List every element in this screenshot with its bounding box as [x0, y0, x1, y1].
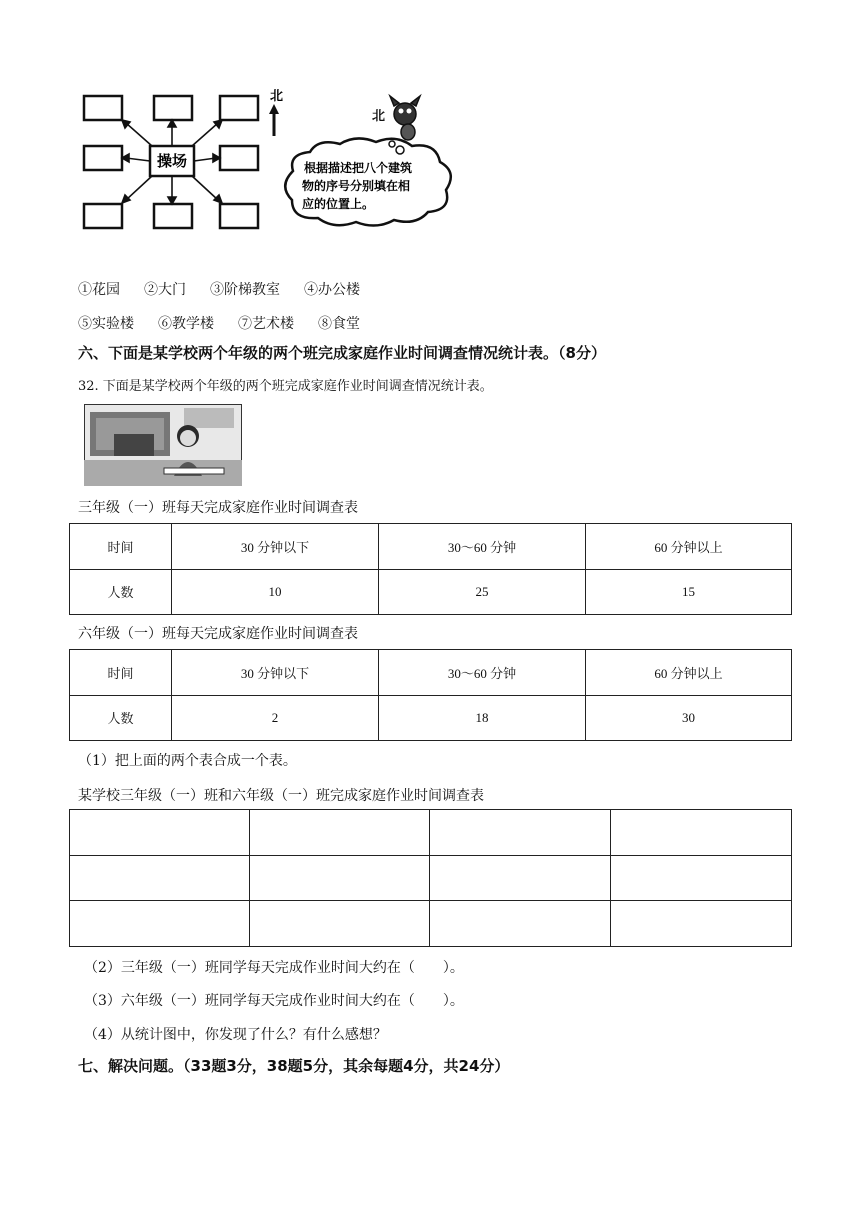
blank-cell[interactable]	[430, 810, 611, 856]
table-cell: 30	[586, 695, 792, 741]
option-item: ③阶梯教室	[210, 282, 280, 298]
building-options-row-1	[78, 279, 384, 299]
blank-cell[interactable]	[611, 810, 792, 856]
empty-box-nw	[84, 96, 122, 120]
empty-box-w	[84, 146, 122, 170]
table-3-caption: 某学校三年级（一）班和六年级（一）班完成家庭作业时间调查表	[78, 788, 484, 804]
combined-table-blank[interactable]	[69, 809, 792, 947]
campus-layout-diagram	[78, 86, 468, 236]
table-1-caption: 三年级（一）班每天完成家庭作业时间调查表	[78, 500, 358, 516]
blank-cell[interactable]	[611, 855, 792, 901]
table-cell: 15	[586, 569, 792, 615]
speech-line-2: 物的序号分别填在相	[302, 179, 411, 193]
question-32: 32. 下面是某学校两个年级的两个班完成家庭作业时间调查情况统计表。	[78, 379, 493, 394]
table-row	[70, 901, 792, 947]
empty-box-ne	[220, 96, 258, 120]
center-label: 操场	[156, 152, 188, 170]
table-cell: 30～60 分钟	[379, 524, 586, 570]
empty-box-e	[220, 146, 258, 170]
blank-cell[interactable]	[250, 855, 430, 901]
table-row	[70, 650, 792, 696]
character-north-label: 北	[372, 109, 386, 124]
table-row	[70, 569, 792, 615]
option-item: ①花园	[78, 282, 120, 298]
empty-box-sw	[84, 204, 122, 228]
empty-box-se	[220, 204, 258, 228]
table-row	[70, 695, 792, 741]
blank-cell[interactable]	[70, 855, 250, 901]
building-options-row-2	[78, 313, 384, 333]
empty-box-n	[154, 96, 192, 120]
table-cell: 30 分钟以下	[172, 650, 379, 696]
speech-line-1: 根据描述把八个建筑	[304, 161, 413, 175]
blank-cell[interactable]	[430, 901, 611, 947]
empty-box-s	[154, 204, 192, 228]
option-item: ④办公楼	[304, 282, 360, 298]
table-cell: 人数	[70, 569, 172, 615]
blank-cell[interactable]	[611, 901, 792, 947]
table-cell: 60 分钟以上	[586, 650, 792, 696]
table-2-caption: 六年级（一）班每天完成家庭作业时间调查表	[78, 626, 358, 642]
table-cell: 30～60 分钟	[379, 650, 586, 696]
table-row	[70, 810, 792, 856]
north-arrow-icon	[269, 89, 283, 136]
student-doing-homework-image	[84, 404, 242, 486]
option-item: ⑦艺术楼	[238, 316, 294, 332]
table-cell: 60 分钟以上	[586, 524, 792, 570]
blank-cell[interactable]	[430, 855, 611, 901]
blank-cell[interactable]	[250, 810, 430, 856]
section-7-heading: 七、解决问题。（33题3分，38题5分，其余每题4分，共24分）	[78, 1057, 510, 1075]
table-grade6	[69, 649, 792, 741]
table-cell: 2	[172, 695, 379, 741]
table-cell: 18	[379, 695, 586, 741]
table-cell: 30 分钟以下	[172, 524, 379, 570]
section-6-heading: 六、下面是某学校两个年级的两个班完成家庭作业时间调查情况统计表。（8分）	[78, 344, 606, 362]
option-item: ⑤实验楼	[78, 316, 134, 332]
table-cell: 时间	[70, 650, 172, 696]
table-cell: 人数	[70, 695, 172, 741]
blank-cell[interactable]	[70, 810, 250, 856]
north-label: 北	[270, 89, 284, 104]
blank-cell[interactable]	[70, 901, 250, 947]
sub-question-2: （2）三年级（一）班同学每天完成作业时间大约在（ ）。	[84, 960, 464, 976]
table-row	[70, 855, 792, 901]
table-cell: 10	[172, 569, 379, 615]
table-cell: 25	[379, 569, 586, 615]
speech-line-3: 应的位置上。	[302, 197, 375, 211]
table-cell: 时间	[70, 524, 172, 570]
sub-question-4: （4）从统计图中，你发现了什么？有什么感想？	[84, 1027, 387, 1043]
option-item: ⑥教学楼	[158, 316, 214, 332]
table-row	[70, 524, 792, 570]
table-grade3	[69, 523, 792, 615]
sub-question-3: （3）六年级（一）班同学每天完成作业时间大约在（ ）。	[84, 993, 464, 1009]
blank-cell[interactable]	[250, 901, 430, 947]
option-item: ②大门	[144, 282, 186, 298]
option-item: ⑧食堂	[318, 316, 360, 332]
sub-question-1: （1）把上面的两个表合成一个表。	[78, 753, 297, 769]
